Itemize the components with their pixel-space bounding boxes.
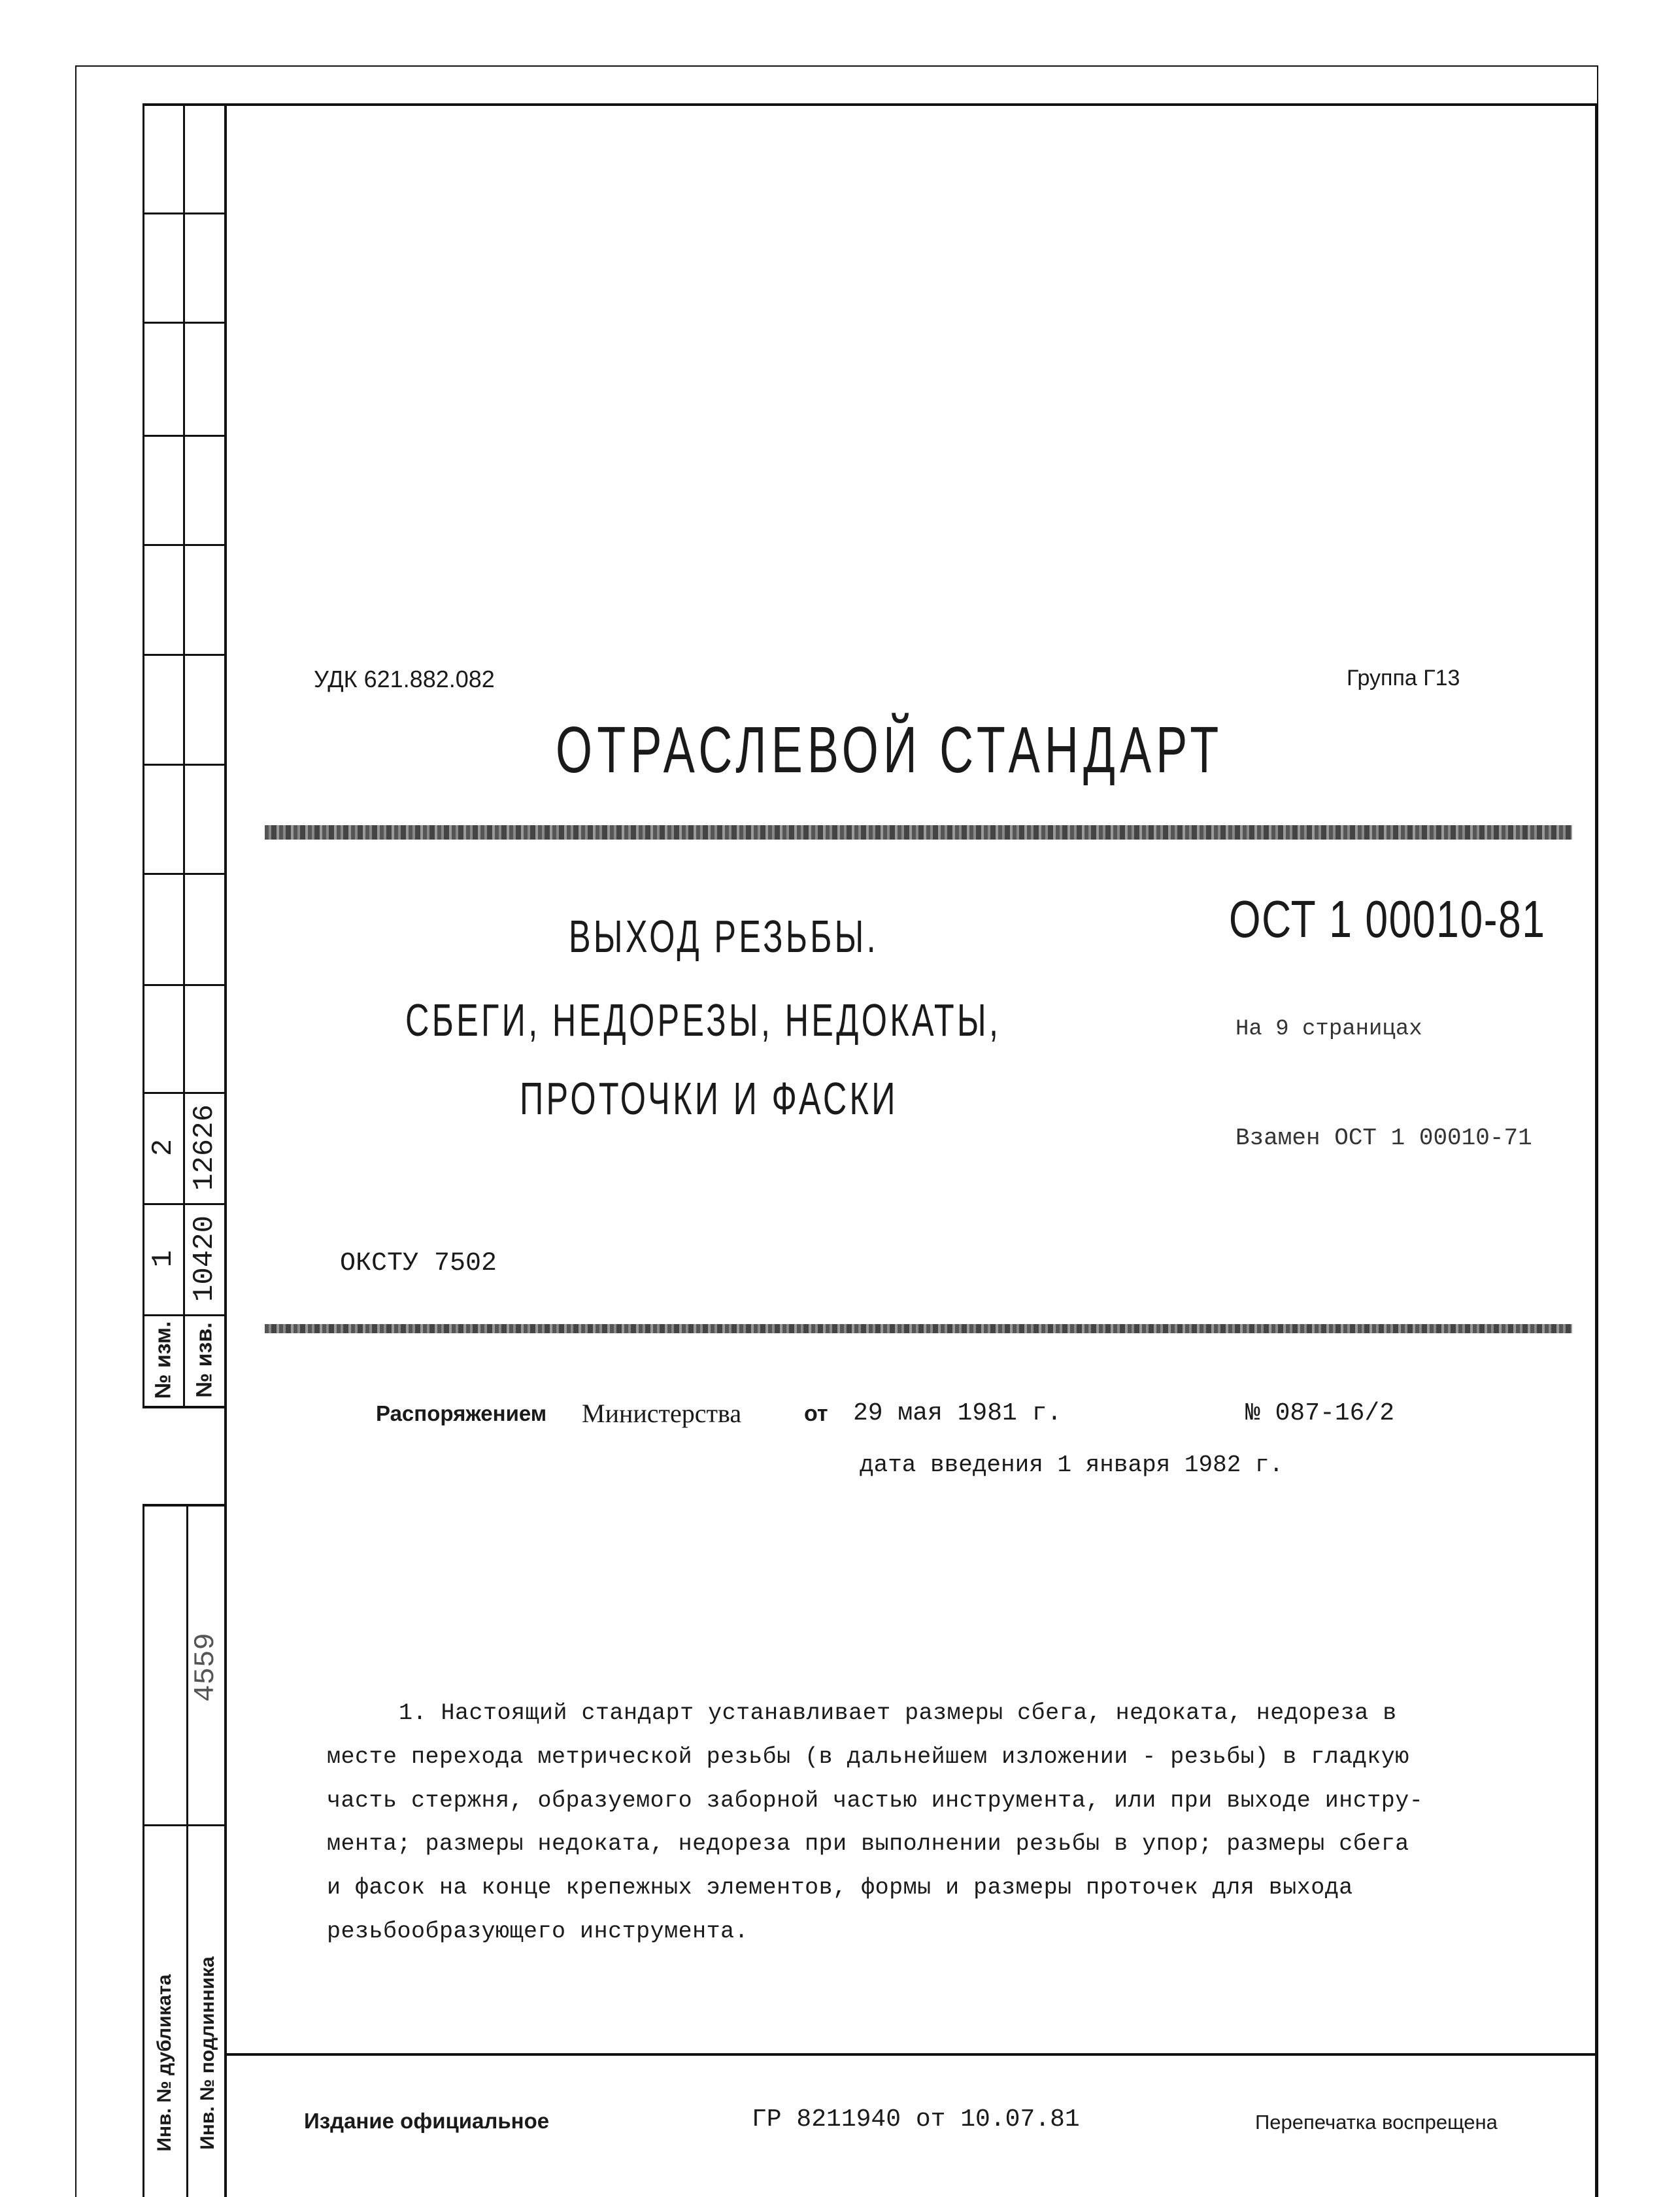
paragraph-line: месте перехода метрической резьбы (в дальнейшем изложении - резьбы) в гладкую [327, 1744, 1409, 1770]
order-label: Распоряжением [376, 1401, 547, 1425]
side-row [143, 1203, 224, 1205]
side-row [143, 764, 224, 766]
order-number: № 087-16/2 [1245, 1399, 1395, 1427]
order-ministry: Министерства [582, 1399, 742, 1428]
side-row [143, 873, 224, 875]
side-row [143, 435, 224, 437]
inner-frame-top [143, 103, 1597, 106]
title-line-2: СБЕГИ, НЕДОРЕЗЫ, НЕДОКАТЫ, [405, 995, 1001, 1046]
page-count: На 9 страницах [1235, 1017, 1422, 1042]
paragraph-line: часть стержня, образуемого заборной частью инструмента, или при выходе инстру- [327, 1788, 1424, 1814]
page-frame-top [75, 65, 1598, 67]
side-col-left [143, 103, 144, 1408]
inv-duplicate-label: Инв. № дубликата [154, 1974, 175, 2152]
side-row [143, 1314, 224, 1316]
heavy-rule-top [265, 825, 1572, 840]
side-row [143, 1092, 224, 1094]
order-from-label: от [804, 1401, 828, 1426]
reprint-notice: Перепечатка воспрещена [1255, 2111, 1498, 2134]
okstu-code: ОКСТУ 7502 [340, 1249, 497, 1278]
edition-label: Издание официальное [304, 2109, 550, 2133]
side-col-mid [183, 103, 185, 1408]
intro-date: дата введения 1 января 1982 г. [860, 1452, 1284, 1478]
notice-label: № изв. [192, 1322, 217, 1398]
side-col-left-lower [143, 1504, 144, 2197]
side-row [143, 1824, 224, 1826]
paragraph-line: 1. Настоящий стандарт устанавливает размеры сбега, недоката, недореза в [399, 1700, 1397, 1726]
order-date: 29 мая 1981 г. [853, 1399, 1062, 1427]
footer-rule [224, 2053, 1597, 2056]
heavy-rule-bottom [265, 1324, 1572, 1333]
side-col-mid-lower [186, 1504, 188, 2197]
side-row [143, 544, 224, 546]
inv-original-label: Инв. № подлинника [197, 1956, 218, 2150]
paragraph-line: резьбообразующего инструмента. [327, 1918, 749, 1945]
revision-number-1: 1 [147, 1250, 180, 1268]
paragraph-line: и фасок на конце крепежных элементов, формы и размеры проточек для выхода [327, 1875, 1353, 1901]
side-row [143, 1504, 224, 1507]
group-code: Группа Г13 [1347, 666, 1460, 690]
inner-frame-right [1595, 103, 1598, 2197]
inv-original-value: 4559 [190, 1633, 222, 1702]
page-frame-left [75, 65, 76, 2197]
side-row [143, 1406, 224, 1408]
side-row [143, 213, 224, 214]
standard-number: ОСТ 1 00010-81 [1229, 890, 1546, 948]
notice-number-1: 10420 [188, 1215, 221, 1303]
revision-number-2: 2 [147, 1138, 180, 1157]
replaces-standard: Взамен ОСТ 1 00010-71 [1235, 1125, 1532, 1151]
registration-number: ГР 8211940 от 10.07.81 [752, 2105, 1080, 2134]
standard-type-heading: ОТРАСЛЕВОЙ СТАНДАРТ [556, 713, 1224, 787]
revision-label: № изм. [150, 1321, 176, 1399]
udk-code: УДК 621.882.082 [314, 666, 495, 692]
inner-frame-left [224, 103, 227, 2197]
side-row [143, 984, 224, 986]
paragraph-line: мента; размеры недоката, недореза при выполнении резьбы в упор; размеры сбега [327, 1831, 1409, 1857]
title-line-1: ВЫХОД РЕЗЬБЫ. [569, 911, 879, 962]
side-row [143, 322, 224, 324]
notice-number-2: 12626 [188, 1104, 221, 1191]
title-line-3: ПРОТОЧКИ И ФАСКИ [520, 1073, 898, 1124]
side-row [143, 654, 224, 656]
